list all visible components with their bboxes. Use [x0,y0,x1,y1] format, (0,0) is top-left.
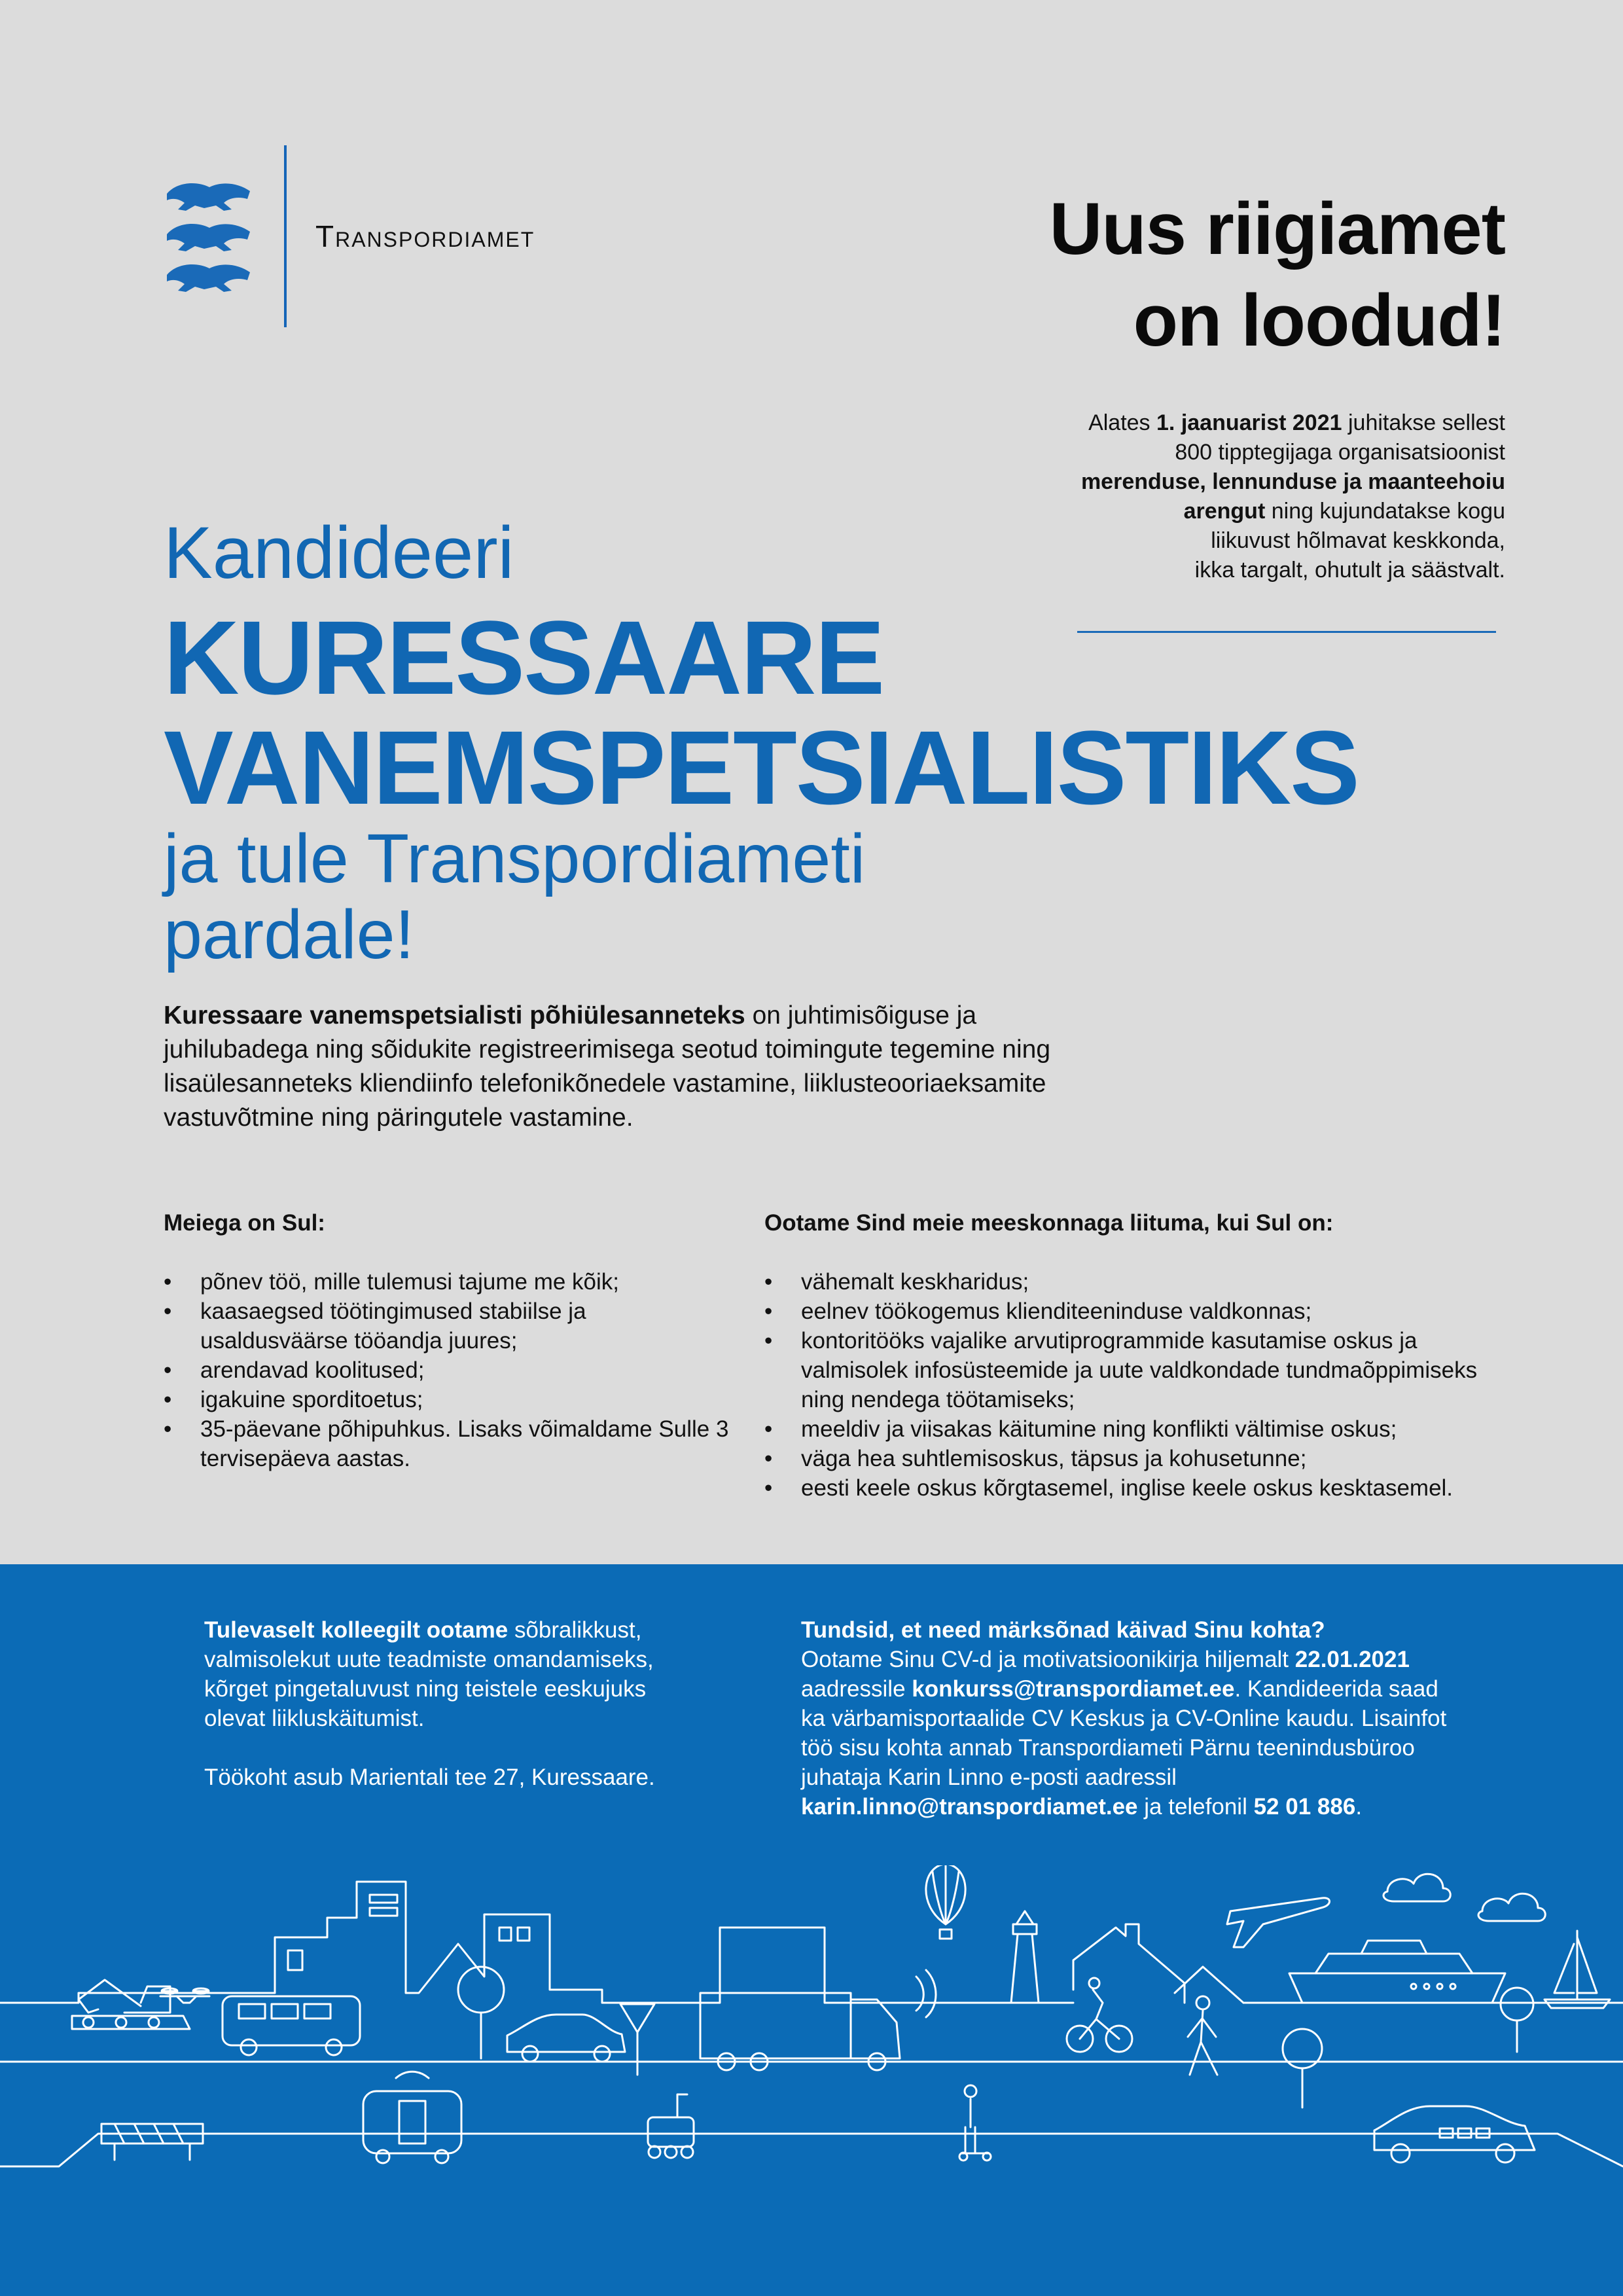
list-item: • arendavad koolitused; [164,1355,740,1385]
airplane-icon [1227,1898,1330,1947]
list-item: • kaasaegsed töötingimused stabiilse ja usaldusväärse tööandja juures; [164,1297,740,1355]
requirements-list [764,1267,1504,1503]
window [499,1928,511,1941]
skyline-outline [0,1882,903,2003]
title-location: KURESSAARE [164,599,884,716]
application-text: aadressile [801,1676,912,1702]
list-item: • kontoritööks vajalike arvutiprogrammide kasutamise oskus ja valmisolek infosüsteemide ja uute valdkondade tundmaõppimiseks ning nendega töötamiseks; [764,1326,1504,1414]
intro-text [1047,408,1505,585]
job-description [164,999,1099,1135]
intro-text-part: liikuvust hõlmavat keskkonda, [1211,528,1505,553]
drone-icon [160,1988,209,2003]
work-location: Töökoht asub Marientali tee 27, Kuressaare. [204,1765,655,1790]
window [518,1928,529,1941]
offer-heading: Meiega on Sul: [164,1210,325,1236]
hot-air-balloon-icon [926,1865,965,1939]
sailboat-icon [1544,1931,1610,2008]
list-item: • 35-päevane põhipuhkus. Lisaks võimaldame Sulle 3 tervisepäeva aastas. [164,1414,740,1473]
title-subline-2: pardale! [164,896,415,973]
intro-text-part: juhitakse sellest [1342,410,1505,435]
title-subline-1: ja tule Transpordiameti [164,820,866,897]
deadline-date: 22.01.2021 [1294,1647,1410,1672]
intro-text-part: ning kujundatakse kogu [1265,499,1505,524]
list-item: • igakuine sporditoetus; [164,1385,740,1414]
headline-line-2: on loodud! [1133,279,1505,361]
headline-line-1: Uus riigiamet [1049,188,1505,270]
divider-line [1077,631,1496,633]
lion-icon [167,183,250,211]
application-email-link[interactable]: konkurss@transpordiamet.ee [912,1676,1235,1702]
window [370,1895,397,1903]
tree-icon [458,1967,504,2058]
road-barrier-icon [101,2124,203,2160]
list-item: • eesti keele oskus kõrgtasemel, inglise keele oskus kesktasemel. [764,1473,1504,1503]
car-icon [507,2015,625,2062]
application-text: . Kandideerida saad ka värbamisportaalide CV Keskus ja CV-Online kaudu. Lisainfot töö sisu kohta annab Transpordiameti Pärnu teenindusbüroo juhataja Karin Linno e-posti aadressil [801,1676,1447,1790]
intro-emphasis: arengut [1183,499,1266,524]
truck-icon [700,1970,936,2070]
application-text: . [1355,1794,1363,1820]
tree-icon [1283,2029,1322,2108]
list-item: • vähemalt keskharidus; [764,1267,1504,1297]
contact-phone[interactable]: 52 01 886 [1253,1794,1356,1820]
offer-list [164,1267,740,1473]
cloud-icon [1478,1893,1545,1921]
ship-icon [1289,1941,1505,2003]
lighthouse-icon [1011,1911,1039,2003]
expectations-text: sõbralikkust, valmisolekut uute teadmiste omandamiseks, kõrget pingetaluvust ning teistele eeskujuks olevat liikluskäitumist. [204,1617,654,1731]
intro-emphasis: merenduse, lennunduse ja maanteehoiu [1080,469,1505,494]
yield-sign-icon [620,2004,654,2075]
cyclist-icon [1067,1978,1132,2052]
intro-date: 1. jaanuarist 2021 [1156,410,1342,435]
intro-text-part: ikka targalt, ohutult ja säästvalt. [1194,558,1505,583]
list-item: • eelnev töökogemus klienditeeninduse valdkonnas; [764,1297,1504,1326]
scooter-rider-icon [959,2085,991,2161]
bus-icon [223,1996,360,2055]
delivery-robot-icon [648,2094,694,2158]
organization-name: Transpordiamet [315,219,535,253]
pedestrian-icon [1188,1996,1217,2075]
intro-text-part: Alates [1088,410,1157,435]
requirements-heading: Ootame Sind meie meeskonnaga liituma, kui Sul on: [764,1210,1334,1236]
headline [916,183,1505,367]
city-illustration [0,1865,1623,2193]
title-position: VANEMSPETSIALISTIKS [164,709,1359,826]
list-item: • väga hea suhtlemisoskus, täpsus ja kohusetunne; [764,1444,1504,1473]
application-text: Ootame Sinu CV-d ja motivatsioonikirja hiljemalt [801,1647,1295,1672]
job-description-bold: Kuressaare vanemspetsialisti põhiülesanneteks [164,1001,745,1030]
expectations-bold: Tulevaselt kolleegilt ootame [204,1617,508,1643]
title-kandideeri: Kandideeri [164,512,514,594]
application-text: ja telefonil [1137,1794,1254,1820]
window [288,1950,302,1970]
autonomous-shuttle-icon [363,2072,461,2163]
coat-of-arms-logo [164,175,255,300]
contact-email-link[interactable]: karin.linno@transpordiamet.ee [801,1794,1138,1820]
tree-icon [1501,1988,1533,2052]
house-outline [1073,1924,1243,2003]
logo-divider [284,145,287,327]
list-item: • põnev töö, mille tulemusi tajume me kõik; [164,1267,740,1297]
application-heading: Tundsid, et need märksõnad käivad Sinu kohta? [801,1617,1325,1643]
list-item: • meeldiv ja viisakas käitumine ning konflikti vältimise oskus; [764,1414,1504,1444]
window [370,1908,397,1916]
application-block [801,1615,1469,1821]
cloud-icon [1383,1874,1450,1901]
excavator-icon [72,1980,190,2029]
expectations-block [204,1615,688,1792]
intro-text-part: 800 tipptegijaga organisatsioonist [1175,440,1505,465]
job-description-text: on juhtimisõiguse ja juhilubadega ning sõidukite registreerimisega seotud toimingute tegemine ning lisaülesanneteks kliendiinfo telefonikõnedele vastamine, liiklusteooriaeksamite vastuvõtmine ning päringutele vastamine. [164,1001,1051,1132]
